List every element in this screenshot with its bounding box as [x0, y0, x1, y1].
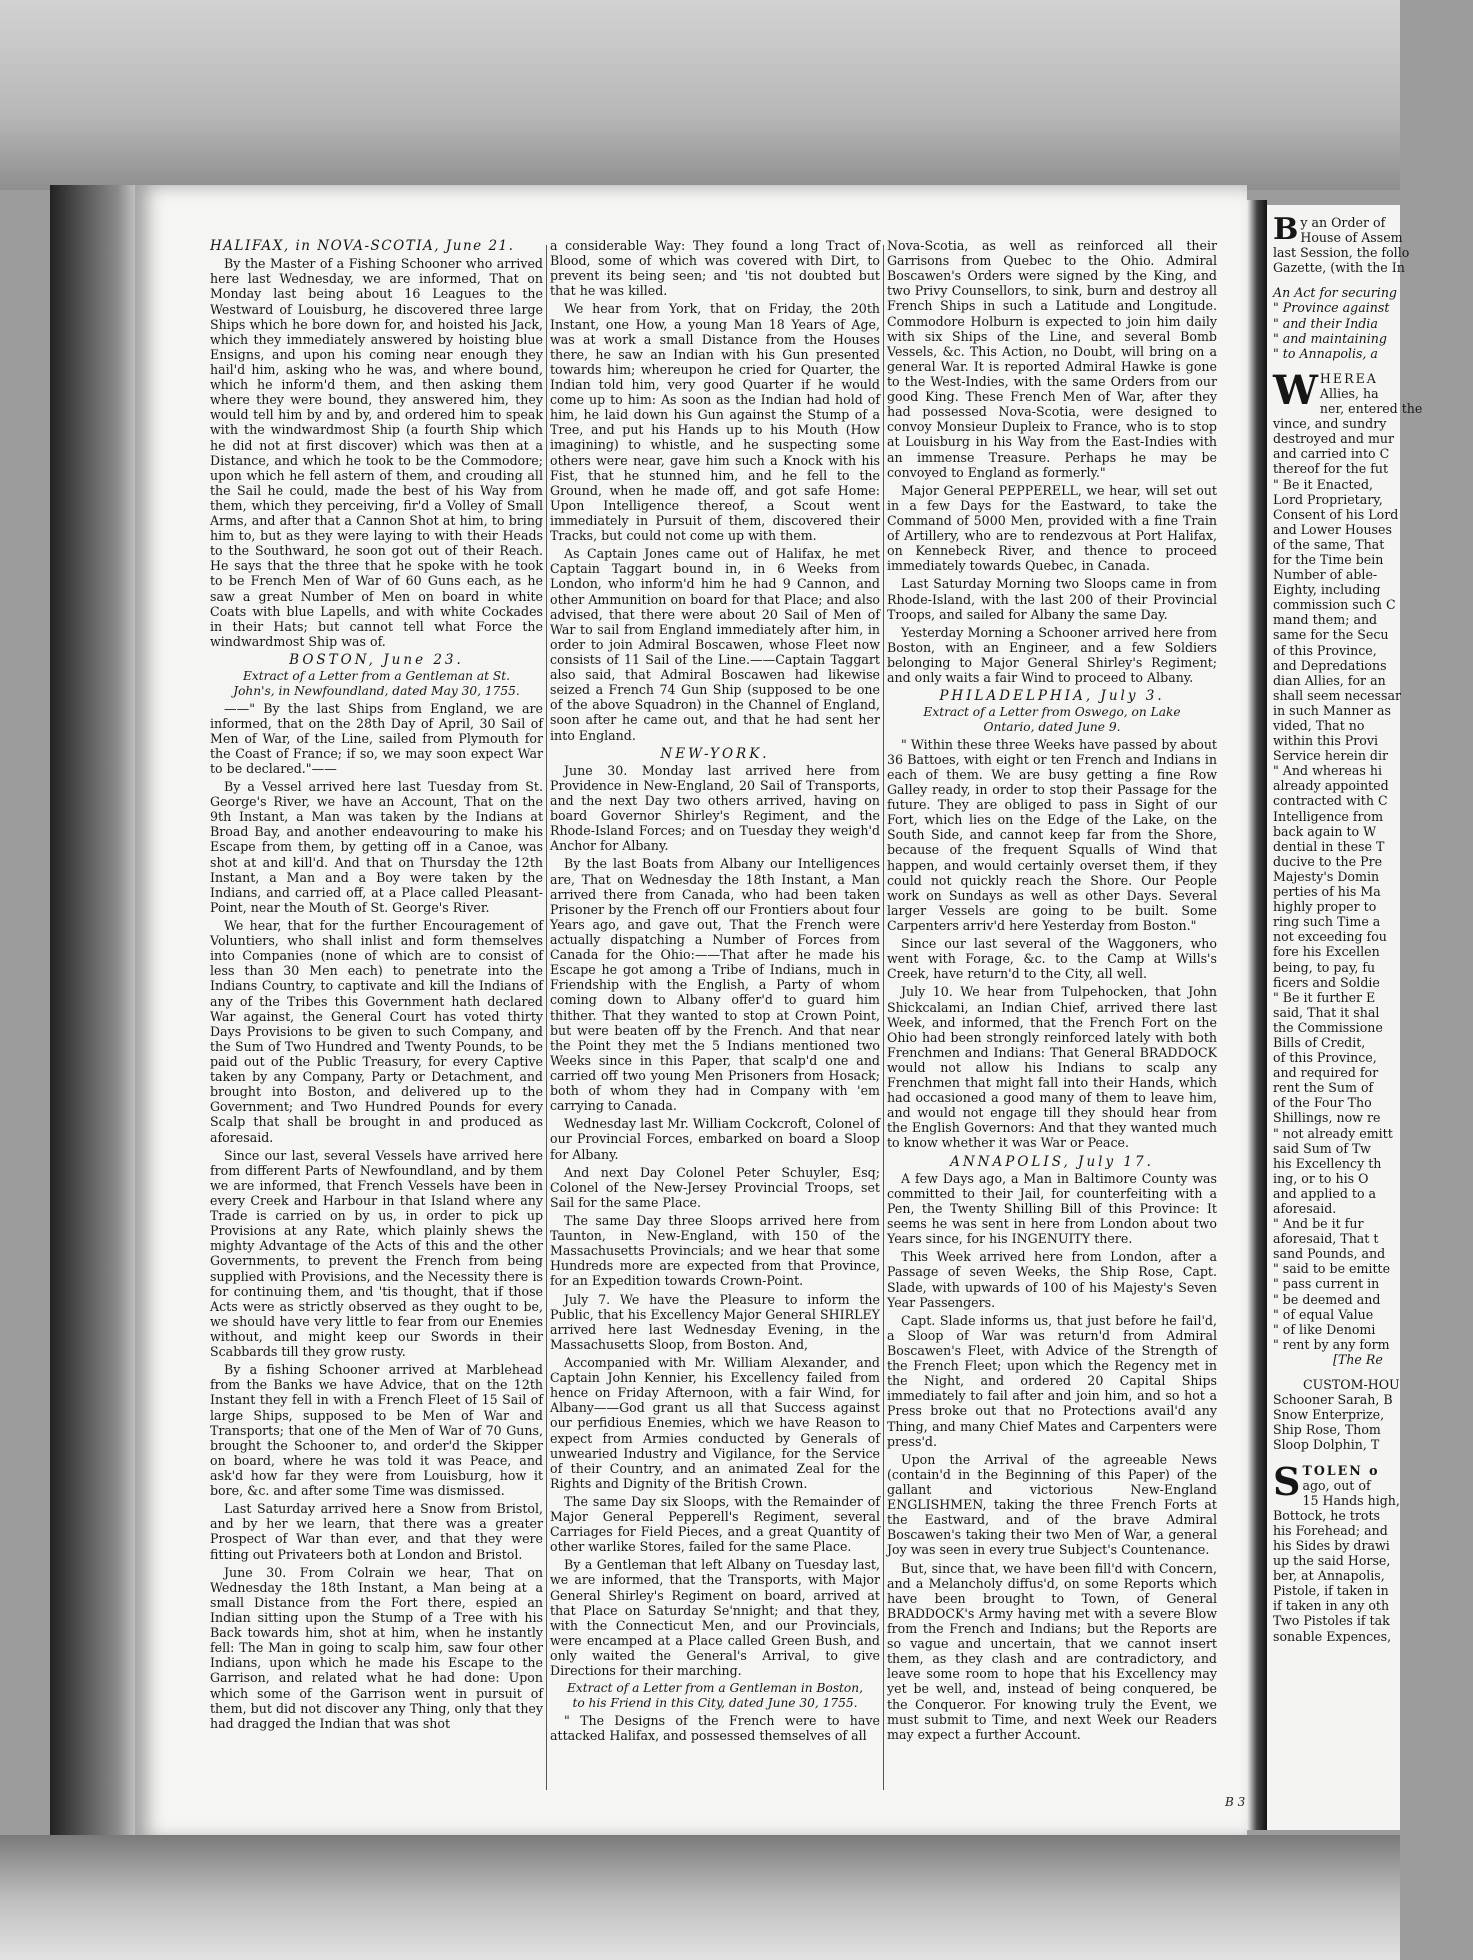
text-line: y an Order of [1300, 215, 1386, 230]
drop-cap-s: S [1273, 1458, 1301, 1504]
text-line: " not already emitt [1273, 1125, 1393, 1141]
text-line: not exceeding fou [1273, 929, 1387, 945]
newspaper-page-left [135, 185, 1247, 1840]
article-paragraph: July 7. We have the Pleasure to inform the Public, that his Excellency Major General SHIRLEY arrived here last Wednesday Evening, in the Massachusetts Sloop, from Boston. And, [550, 1291, 880, 1352]
article-paragraph: The same Day three Sloops arrived here from Taunton, in New-England, with 150 of the Massachusetts Provincials; and we hear that some Hundreds more are expected from that Province, for an Expedition towards Crown-Point. [550, 1212, 880, 1289]
article-paragraph: This Week arrived here from London, after a Passage of seven Weeks, the Ship Rose, Capt. Slade, with upwards of 100 of his Majesty's Seven Year Passengers. [887, 1249, 1217, 1310]
text-line: of the same, That [1273, 536, 1385, 552]
text-line: " of equal Value [1273, 1306, 1374, 1322]
text-line: " be deemed and [1273, 1291, 1381, 1307]
article-paragraph: June 30. Monday last arrived here from Providence in New-England, 20 Sail of Transports, and the next Day two others arrived, having on board Governor Shirley's Regiment, and the Rhode-Island Forces; and on Tuesday they weigh'd Anchor for Albany. [550, 762, 880, 854]
article-paragraph: Upon the Arrival of the agreeable News (contain'd in the Beginning of this Paper) of the gallant and victorious New-England ENGLISHMEN, taking the three French Forts at the Eastward, and of the brave Admiral Boscawen's taking their two Men of War, a general Joy was seen in every true Subject's Countenance. [887, 1451, 1217, 1558]
text-line: vince, and sundry [1273, 416, 1387, 432]
text-line: same for the Secu [1273, 627, 1389, 643]
text-line: ring such Time a [1273, 914, 1381, 930]
column-3 [887, 238, 1217, 1798]
text-line: Allies, ha [1319, 385, 1379, 401]
article-paragraph: Last Saturday Morning two Sloops came in from Rhode-Island, with the last 200 of their Provincial Troops, and sailed for Albany the same Day. [887, 576, 1217, 622]
text-line: " And whereas hi [1273, 763, 1382, 779]
text-line: 15 Hands high, [1302, 1492, 1400, 1508]
text-line: aforesaid, That t [1273, 1231, 1379, 1247]
text-line: " and maintaining [1273, 330, 1387, 346]
drop-cap-w: W [1273, 366, 1318, 414]
heading-new-york: NEW-YORK. [660, 745, 770, 762]
text-line: dential in these T [1273, 838, 1385, 854]
article-paragraph: a considerable Way: They found a long Tract of Blood, some of which was covered with Dirt, to prevent its being seen; and 'tis not doubted but that he was killed. [550, 238, 880, 299]
text-line: Eighty, including [1273, 582, 1381, 598]
text-line: ducive to the Pre [1273, 853, 1383, 869]
text-line: and carried into C [1273, 446, 1390, 462]
heading-annapolis: ANNAPOLIS, July 17. [950, 1153, 1154, 1170]
scan-background-top [0, 0, 1400, 190]
text-line: [The Re [1333, 1351, 1383, 1367]
article-paragraph: As Captain Jones came out of Halifax, he met Captain Taggart bound in, in 6 Weeks from London, who inform'd him he had 9 Cannon, and other Ammunition on board for that Place; and also advised, that there were about 20 Sail of Men of War to sail from England immediately after him, in order to join Admiral Boscawen, whose Fleet now consists of 11 Sail of the Line.——Captain Taggart also said, that Admiral Boscawen had likewise seized a French 74 Gun Ship (supposed to be one of the above Squadron) in the Channel of England, soon after he came out, and that he had sent her into England. [550, 546, 880, 743]
text-line: Snow Enterprize, [1273, 1407, 1385, 1423]
text-line: " pass current in [1273, 1276, 1380, 1292]
text-line: ago, out of [1302, 1477, 1371, 1493]
text-line: thereof for the fut [1273, 461, 1389, 477]
text-line: " said to be emitte [1273, 1261, 1391, 1277]
text-line: mand them; and [1273, 612, 1378, 628]
article-paragraph: Capt. Slade informs us, that just before he fail'd, a Sloop of War was return'd from Admiral Boscawen's Fleet, with Advice of the Strength of the French Fleet; upon which the Regency met in the Night, and ordered 20 Capital Ships immediately to fail after and join him, and so hot a Press broke out that no Protections avail'd any Thing, and many Chief Mates and Carpenters were press'd. [887, 1312, 1217, 1449]
text-line: Sloop Dolphin, T [1273, 1437, 1380, 1453]
text-line: aforesaid. [1273, 1201, 1337, 1216]
article-paragraph: Nova-Scotia, as well as reinforced all their Garrisons from Quebec to the Ohio. Admiral Boscawen's Orders were signed by the King, and two Privy Counsellors, to sink, burn and destroy all French Ships in such a Latitude and Longitude. Commodore Holburn is expected to join him daily with six Ships of the Line, and several Bomb Vessels, &c. This Action, no Doubt, will bring on a general War. It is reported Admiral Hawke is gone to the West-Indies, with the same Orders from our good King. These French Men of War, after they had possessed Nova-Scotia, were designed to convoy Monsieur Dupleix to France, who is to stop at Louisburg in his Way from the East-Indies with an immense Treasure. Perhaps he may be convoyed to England as formerly." [887, 238, 1217, 480]
text-line: Majesty's Domin [1273, 868, 1380, 884]
text-line: Service herein dir [1273, 748, 1389, 764]
newspaper-page-right [1267, 205, 1423, 1830]
text-line: shall seem necessar [1273, 687, 1401, 703]
text-line: and applied to a [1273, 1185, 1377, 1201]
text-line: ner, entered the [1319, 401, 1423, 417]
text-line: dian Allies, for an [1273, 672, 1386, 688]
article-paragraph: By a Vessel arrived here last Tuesday from St. George's River, we have an Account, That on the 9th Instant, a Man was taken by the Indians at Broad Bay, and another endeavouring to make his Escape from them, by getting off in a Canoe, was shot at and kill'd. And that on Thursday the 12th Instant, a Man and a Boy were taken by the Indians, and carried off, at a Place called Pleasant-Point, near the Mouth of St. George's River. [210, 779, 543, 915]
article-paragraph: Major General PEPPERELL, we hear, will set out in a few Days for the Eastward, to take the Command of 5000 Men, provided with a fine Train of Artillery, who are to rendezvous at Port Halifax, on Kennebeck River, and thence to proceed immediately towards Quebec, in Canada. [887, 482, 1217, 574]
column-2 [550, 238, 880, 1798]
text-line: Schooner Sarah, B [1273, 1392, 1393, 1408]
text-line: Consent of his Lord [1273, 506, 1399, 522]
text-line: " Be it Enacted, [1273, 476, 1374, 492]
text-line: destroyed and mur [1273, 431, 1395, 447]
text-line: Ship Rose, Thom [1273, 1422, 1381, 1438]
article-paragraph: Accompanied with Mr. William Alexander, and Captain John Kennier, his Excellency failed from hence on Friday Afternoon, with a fair Wind, for Albany——God grant us all that Success against our perfidious Enemies, which we have Reason to expect from Armies conducted by Generals of unwearied Industry and Vigilance, for the Service of their Country, and an animated Zeal for the Rights and Dignity of the British Crown. [550, 1354, 880, 1491]
column-1 [210, 238, 543, 1798]
text-line: ing, or to his O [1273, 1170, 1369, 1186]
text-line: Bills of Credit, [1273, 1034, 1366, 1050]
dateline-halifax: HALIFAX, in NOVA-SCOTIA, June 21. [210, 238, 515, 254]
text-line: back again to W [1273, 823, 1377, 839]
text-line: Lord Proprietary, [1273, 491, 1383, 507]
text-line: " Be it further E [1273, 989, 1376, 1005]
article-paragraph: By a Gentleman that left Albany on Tuesday last, we are informed, that the Transports, with Major General Shirley's Regiment on board, arrived at that Place on Saturday Se'nnight; and that they, with the Connecticut Men, and our Provincials, were encamped at a Place called Green Bush, and only waited the General's Arrival, to give Directions for their marching. [550, 1557, 880, 1679]
subheading-extract-boston: Extract of a Letter from a Gentleman in Boston, to his Friend in this City, dated June 30, 1755. [567, 1681, 863, 1710]
text-line: up the said Horse, [1273, 1553, 1391, 1569]
text-line: already appointed [1273, 778, 1389, 794]
article-paragraph: The same Day six Sloops, with the Remainder of Major General Pepperell's Regiment, several Carriages for Field Pieces, and a great Quantity of other warlike Stores, failed for the same Place. [550, 1493, 880, 1555]
article-paragraph: We hear, that for the further Encouragement of Voluntiers, who shall inlist and form themselves into Companies (none of which are to consist of less than 30 Men each) to penetrate into the Indians Country, to captivate and kill the Indians of any of the Tribes this Government hath declared War against, the General Court has voted thirty Days Provisions to be given to such Company, and the Sum of Two Hundred and Twenty Pounds, to be paid out of the Public Treasury, for every Captive taken by any Company, Party or Detachment, and brought into Boston, and delivered up to the Government; and Two Hundred Pounds for every Scalp that shall be brought in and produced as aforesaid. [210, 918, 543, 1145]
article-paragraph: But, since that, we have been fill'd with Concern, and a Melancholy diffus'd, on some Reports which have been brought to Town, of General BRADDOCK's Army having met with a severe Blow from the French and Indians; but the Reports are so vague and uncertain, that we cannot insert them, as they clash and are contradictory, and leave some room to hope that his Excellency may yet be well, and, instead of being conquered, be the Conqueror. For knowing truly the Event, we must submit to Time, and next Week our Readers may expect a further Account. [887, 1560, 1217, 1742]
text-line: and Lower Houses [1273, 521, 1392, 537]
text-line: commission such C [1273, 597, 1396, 613]
article-paragraph: Wednesday last Mr. William Cockcroft, Colonel of our Provincial Forces, embarked on board a Sloop for Albany. [550, 1116, 880, 1162]
text-line: his Excellency th [1273, 1155, 1382, 1171]
text-line: for the Time bein [1273, 551, 1384, 567]
text-line: in such Manner as [1273, 702, 1391, 718]
text-line: last Session, the follo [1273, 245, 1410, 261]
text-line: " rent by any form [1273, 1336, 1390, 1352]
text-line: An Act for securing [1273, 285, 1397, 301]
text-line: his Forehead; and [1273, 1522, 1388, 1538]
text-line: Bottock, he trots [1273, 1507, 1380, 1523]
text-line: HEREA [1319, 370, 1378, 386]
text-line: perties of his Ma [1273, 884, 1381, 900]
article-paragraph: By the Master of a Fishing Schooner who arrived here last Wednesday, we are informed, That on Monday last being about 16 Leagues to the Westward of Louisburg, he discovered three large Ships which he bore down for, and hoisted his Jack, which they immediately answered by hoisting blue Ensigns, and upon his coming near enough they hail'd him, asking who he was, and where bound, which he inform'd them, and then asking them where they were bound, they answered him, they would tell him by and by, and ordered him to speak with the windwardmost Ship (a fourth Ship which he did not at first discover) which was then at a Distance, and which he took to be the Commodore; upon which he fell astern of them, and crouding all the Sail he could, made the best of his Way from them, which they perceiving, fir'd a Volley of Small Arms, and after that a Cannon Shot at him, to bring him to, but as they were laying to with their Heads to the Southward, he soon got out of their Reach. He says that the three that he spoke with he took to be French Men of War of 60 Guns each, as he saw a great Number of Men on board in white Coats with blue Lapells, and with white Cockades in their Hats; but cannot tell what Force the windwardmost Ship was of. [210, 256, 543, 649]
text-line: of this Province, [1273, 642, 1377, 658]
page-signature: B 3 [1225, 1795, 1246, 1809]
text-line: the Commissione [1273, 1019, 1383, 1035]
text-line: of this Province, [1273, 1050, 1377, 1066]
text-line: contracted with C [1273, 793, 1388, 809]
text-line: sand Pounds, and [1273, 1246, 1386, 1262]
text-line: highly proper to [1273, 899, 1377, 915]
text-line: ficers and Soldie [1273, 974, 1380, 990]
text-line: TOLEN o [1302, 1462, 1380, 1478]
column-rule [883, 245, 884, 1790]
text-line: CUSTOM-HOU [1303, 1377, 1400, 1393]
text-line: Pistole, if taken in [1273, 1583, 1389, 1599]
article-paragraph: Since our last, several Vessels have arrived here from different Parts of Newfoundland, and by them we are informed, that French Vessels have been in every Creek and Harbour in that Island where any Trade is carried on by us, in order to pick up Provisions at any Rate, which plainly shews the mighty Advantage of the Acts of this and the other Governments, to prevent the French from being supplied with Provisions, and the Necessity there is for continuing them, and 'tis thought, that if those Acts were as strictly observed as they ought to be, we should have very little to fear from our Enemies without, and might keep our Swords in their Scabbards till they grow rusty. [210, 1147, 543, 1360]
article-paragraph: We hear from York, that on Friday, the 20th Instant, one How, a young Man 18 Years of Age, was at work a small Distance from the Houses there, he saw an Indian with his Gun presented towards him; whereupon he cried for Quarter, the Indian told him, very good Quarter if he would come up to him: As soon as the Indian had hold of him, he laid down his Gun against the Stump of a Tree, and put his Hands up to his Mouth (How imagining) to whistle, and he suspecting some others were near, gave him such a Knock with his Fist, that he stunned him, and he fell to the Ground, when he made off, and got safe Home: Upon Intelligence thereof, a Scout went immediately in Pursuit of them, discovered their Tracks, but could not come up with them. [550, 301, 880, 544]
column-rule [546, 245, 547, 1790]
text-line: fore his Excellen [1273, 944, 1380, 960]
article-paragraph: ——" By the last Ships from England, we are informed, that on the 28th Day of April, 30 Sail of Men of War, of the Line, sailed from Plymouth for the Coast of France; if so, we may soon expect War to be declared."—— [210, 700, 543, 776]
text-line: within this Provi [1273, 733, 1379, 749]
article-paragraph: " The Designs of the French were to have attacked Halifax, and possessed themselves of all [550, 1712, 880, 1743]
text-line: Gazette, (with the In [1273, 260, 1405, 276]
text-line: " and their India [1273, 315, 1378, 331]
text-line: being, to pay, fu [1273, 959, 1376, 975]
subheading-oswego: Extract of a Letter from Oswego, on Lake Ontario, dated June 9. [923, 705, 1181, 734]
text-line: Shillings, now re [1273, 1110, 1381, 1126]
article-paragraph: July 10. We hear from Tulpehocken, that John Shickcalami, an Indian Chief, arrived there last Week, and informed, that the French Fort on the Ohio had been strongly reinforced lately with both Frenchmen and Indians: That General BRADDOCK would not allow his Indians to scalp any Frenchmen that might fall into their Hands, which had occasioned a good many of them to leave him, and would not engage till they should hear from the English Governors: And that they wanted much to know whether it was War or Peace. [887, 984, 1217, 1151]
subheading-boston: Extract of a Letter from a Gentleman at St. John's, in Newfoundland, dated May 30, 1755. [233, 669, 520, 698]
page-gutter [1247, 200, 1267, 1830]
text-line: House of Assem [1300, 230, 1403, 246]
book-binding [50, 185, 140, 1840]
article-paragraph: A few Days ago, a Man in Baltimore County was committed to their Jail, for counterfeiting with a Pen, the Twenty Shilling Bill of this Province: It seems he was sent in here from London about two Years since, for his INGENUITY there. [887, 1170, 1217, 1247]
text-line: Number of able- [1273, 567, 1378, 583]
text-line: said Sum of Tw [1273, 1140, 1371, 1156]
text-line: Intelligence from [1273, 808, 1384, 824]
article-paragraph: By the last Boats from Albany our Intelligences are, That on Wednesday the 18th Instant, a Man arrived there from Canada, who had been taken Prisoner by the French off our Frontiers about four Years ago, and gave out, That the French were actually dispatching a Number of Forces from Canada for the Ohio:——That after he made his Escape he got among a Tribe of Indians, much in Friendship with the English, a Party of whom coming down to Albany offer'd to guard him thither. That they wanted to stop at Crown Point, but were beaten off by the French. And that near the Point they met the 5 Indians mentioned two Weeks since in this Paper, that scalp'd one and carried off two young Men Prisoners from Hosack; both of whom they had in Company with 'em carrying to Canada. [550, 856, 880, 1114]
text-line: " to Annapolis, a [1273, 345, 1378, 361]
text-line: said, That it shal [1273, 1004, 1380, 1020]
text-line: Two Pistoles if tak [1273, 1613, 1390, 1629]
article-paragraph: Since our last several of the Waggoners, who went with Forage, &c. to the Camp at Wills's Creek, have return'd to the City, all well. [887, 936, 1217, 982]
text-line: of the Four Tho [1273, 1095, 1372, 1111]
text-line: vided, That no [1273, 718, 1365, 733]
text-line: " And be it fur [1273, 1216, 1364, 1232]
text-line: and required for [1273, 1065, 1379, 1081]
drop-cap-b: B [1273, 212, 1299, 247]
text-line: " of like Denomi [1273, 1321, 1376, 1337]
text-line: his Sides by drawi [1273, 1537, 1390, 1553]
right-column-fragment [1273, 212, 1473, 1815]
article-paragraph: Yesterday Morning a Schooner arrived here from Boston, with an Engineer, and a few Soldiers belonging to Major General Shirley's Regiment; and only waits a fair Wind to proceed to Albany. [887, 624, 1217, 686]
article-paragraph: And next Day Colonel Peter Schuyler, Esq; Colonel of the New-Jersey Provincial Troops, set Sail for the same Place. [550, 1164, 880, 1210]
text-line: sonable Expences, [1273, 1628, 1392, 1644]
scan-background-bottom [0, 1835, 1400, 1960]
text-line: and Depredations [1273, 657, 1387, 673]
heading-boston: BOSTON, June 23. [289, 652, 464, 669]
text-line: " Province against [1273, 300, 1390, 316]
text-line: ber, at Annapolis, [1273, 1568, 1385, 1584]
article-paragraph: June 30. From Colrain we hear, That on Wednesday the 18th Instant, a Man being at a small Distance from the Fort there, espied an Indian sitting upon the Stump of a Tree with his Back towards him, shot at him, when he instantly fell: The Man in going to scalp him, saw four other Indians, upon which he made his Escape to the Garrison, and related what he had done: Upon which some of the Garrison went in pursuit of them, but did not discover any Thing, only that they had dragged the Indian that was shot [210, 1564, 543, 1731]
article-paragraph: Last Saturday arrived here a Snow from Bristol, and by her we learn, that there was a greater Prospect of War than ever, and that they were fitting out Privateers both at London and Bristol. [210, 1501, 543, 1562]
text-line: rent the Sum of [1273, 1080, 1374, 1096]
article-paragraph: " Within these three Weeks have passed by about 36 Battoes, with eight or ten French and Indians in each of them. We are busy getting a fine Row Galley ready, in order to stop their Passage for the future. They are obliged to pass in Sight of our Fort, which lies on the Edge of the Lake, on the South Side, and cannot keep far from the Shore, because of the frequent Squalls of Wind that happen, and would certainly overset them, if they could not quickly reach the Shore. Our People work on Sundays as well as other Days. Several larger Vessels are going to be built. Some Carpenters arriv'd here Yesterday from Boston." [887, 736, 1217, 933]
article-paragraph: By a fishing Schooner arrived at Marblehead from the Banks we have Advice, that on the 12th Instant they fell in with a French Fleet of 15 Sail of large Ships, supposed to be Men of War and Transports; that one of the Men of War of 70 Guns, brought the Schooner to, and order'd the Skipper on board, where he was told it was Peace, and ask'd how far they were from Louisburg, how it bore, &c. and after some Time was dismissed. [210, 1362, 543, 1499]
text-line: if taken in any oth [1273, 1598, 1390, 1614]
heading-philadelphia: PHILADELPHIA, July 3. [939, 688, 1165, 705]
